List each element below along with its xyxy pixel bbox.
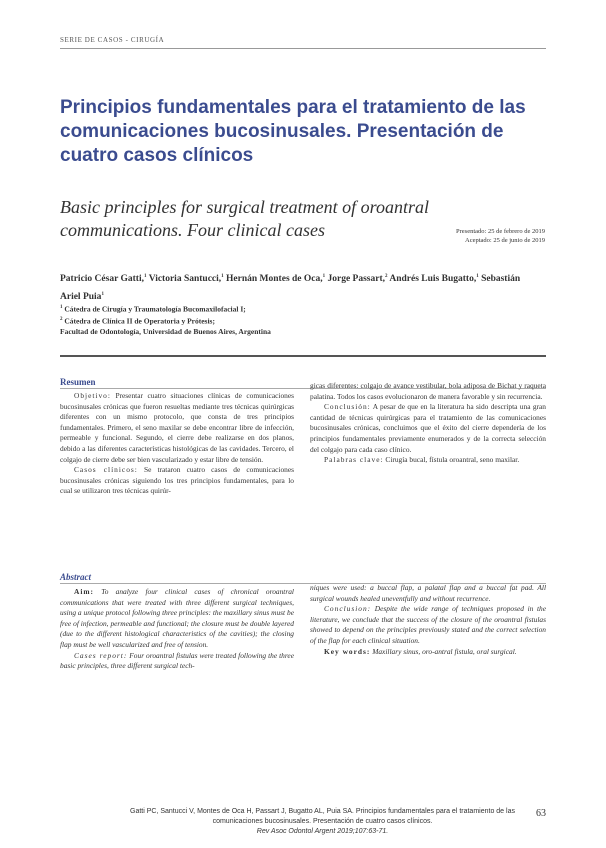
- author-name: Andrés Luis Bugatto,: [387, 274, 477, 285]
- affiliation-text: Cátedra de Clínica II de Operatoria y Prótesis;: [64, 316, 215, 326]
- affiliation-2: [60, 315, 540, 327]
- author-affiliation-mark: 1: [476, 274, 479, 279]
- affiliations: [60, 303, 540, 338]
- author-list: [60, 269, 540, 305]
- abstract-conclusion-text: Despite the wide range of techniques proposed in the literature, we conclude that the success of the closure of the oroantral fistulas showed to depend on the principles previously stated and the correct selection of the flap for each clinical situation.: [310, 604, 546, 645]
- resumen-objetivo: [60, 391, 294, 465]
- author-name: Patricio César Gatti,: [60, 274, 144, 285]
- cases-text-continued: niques were used: a buccal flap, a palatal flap and a buccal fat pad. All surgical wounds healed uneventfully and without recurrence.: [310, 583, 546, 603]
- article-title-spanish: Principios fundamentales para el tratamiento de las comunicaciones bucosinusales. Presentación de cuatro casos clínicos: [60, 97, 526, 166]
- keywords-text: Cirugía bucal, fístula oroantral, seno maxilar.: [385, 455, 520, 465]
- author-name: Jorge Passart,: [325, 274, 386, 285]
- affiliation-mark: 1: [60, 305, 63, 310]
- citation-text: Gatti PC, Santucci V, Montes de Oca H, Passart J, Bugatto AL, Puia SA. Principios fundamentales para el tratamiento de las comunicaciones bucosinusales. Presentación de cuatro casos clínicos.: [130, 808, 515, 825]
- header-divider: [60, 48, 546, 49]
- abstract-conclusion: [310, 604, 546, 646]
- citation-journal: Rev Asoc Odontol Argent 2019;107:63-71.: [256, 828, 389, 835]
- author-name: Hernán Montes de Oca,: [223, 274, 323, 285]
- abstract-keywords: [310, 647, 546, 658]
- resumen-heading: Resumen: [60, 377, 96, 387]
- page-number: 63: [536, 808, 546, 819]
- casos-text-continued: gicas diferentes: colgajo de avance vestibular, bola adiposa de Bichat y raqueta palatina. Todos los casos evolucionaron de manera favorable y sin recurrencia.: [310, 381, 546, 401]
- submission-dates: [456, 227, 545, 245]
- keywords-label: Palabras clave:: [324, 455, 384, 465]
- abstract-aim: [60, 587, 294, 651]
- presented-date: Presentado: 25 de febrero de 2019: [456, 228, 545, 235]
- affiliation-text: Cátedra de Cirugía y Traumatología Bucomaxilofacial I;: [64, 304, 246, 314]
- article-title-english: Basic principles for surgical treatment of oroantral communications. Four clinical cases: [60, 197, 429, 240]
- aim-text: To analyze four clinical cases of chronical oroantral communications that were treated with three different surgical techniques, using a unique protocol following three principles: the maxillary sinus must be free of infection, permeable and functional; the closure must be double layered (due to the different histological characteristics of the cavities); the closing flap must be well vascularized and free of tension.: [60, 587, 294, 649]
- abstract-column-right: [310, 583, 546, 657]
- conclusion-text: A pesar de que en la literatura ha sido descripta una gran cantidad de técnicas quirúrgicas para el tratamiento de las comunicaciones bucosinusales crónicas, concluimos que el éxito del cierre dependería de los principios fundamentales previamente enumerados y de la correcta selección del colgajo para cada caso clínico.: [310, 402, 546, 454]
- author-affiliation-mark: 1: [221, 274, 224, 279]
- affiliation-mark: 2: [60, 317, 63, 322]
- aim-label: Aim:: [74, 587, 95, 596]
- resumen-casos: [60, 465, 294, 497]
- abstract-cases: [60, 651, 294, 672]
- abstract-column-left: [60, 587, 294, 672]
- author-name: Sebastián Ariel Puia: [60, 274, 521, 303]
- conclusion-label: Conclusión:: [324, 402, 371, 412]
- author-affiliation-mark: 1: [143, 274, 147, 279]
- author-affiliation-mark: 1: [101, 292, 104, 298]
- resumen-conclusion: [310, 402, 546, 455]
- abstract-keywords-label: Key words:: [324, 646, 371, 656]
- series-label: SERIE DE CASOS - CIRUGÍA: [60, 36, 165, 44]
- affiliation-1: [60, 303, 540, 315]
- author-affiliation-mark: 2: [385, 274, 388, 279]
- cases-text: Four oroantral fistulas were treated following the three basic principles, three different surgical tech-: [60, 650, 294, 671]
- citation: [120, 807, 525, 837]
- abstract-heading: Abstract: [60, 572, 92, 582]
- author-affiliation-mark: 1: [322, 274, 326, 279]
- casos-label: Casos clínicos:: [74, 465, 138, 475]
- affiliation-3: Facultad de Odontología, Universidad de Buenos Aires, Argentina: [60, 327, 271, 336]
- resumen-column-left: [60, 391, 294, 497]
- casos-text: Se trataron cuatro casos de comunicaciones bucosinusales crónicas siguiendo los tres principios fundamentales, para lo cual se utilizaron tres técnicas quirúr-: [60, 465, 294, 496]
- objetivo-text: Presentar cuatro situaciones clínicas de comunicaciones bucosinusales crónicas que fueron resueltas mediante tres técnicas quirúrgicas diferentes con un mismo protocolo, que consta de tres principios fundamentales. Primero, el seno maxilar se debe encontrar libre de infección, permeable y funcional. Segundo, el cierre debe realizarse en dos planos, debido a las diferentes características histológicas de las cavidades. Tercero, el colgajo de cierre debe ser bien vascularizado y estar libre de tensión.: [60, 391, 294, 464]
- resumen-keywords: [310, 455, 546, 466]
- cases-label: Cases report:: [74, 650, 128, 660]
- abstract-conclusion-label: Conclusion:: [324, 604, 372, 614]
- resumen-column-right: [310, 381, 546, 466]
- accepted-date: Aceptado: 25 de junio de 2019: [465, 237, 545, 244]
- author-name: Victoria Santucci,: [146, 274, 222, 285]
- objetivo-label: Objetivo:: [74, 391, 111, 400]
- abstract-keywords-text: Maxillary sinus, oro-antral fistula, oral surgical.: [372, 646, 517, 656]
- section-divider: [60, 355, 546, 357]
